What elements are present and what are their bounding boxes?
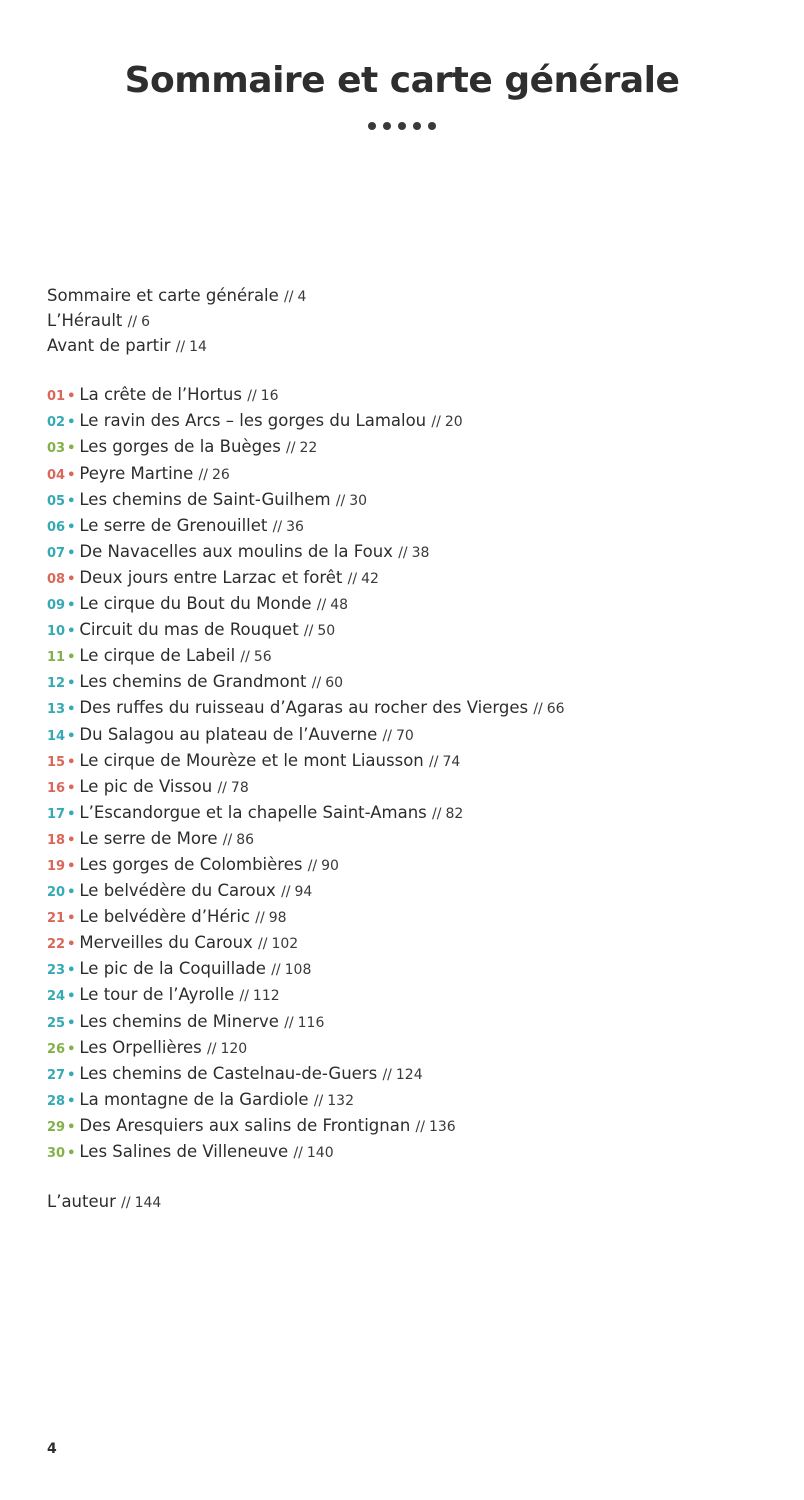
toc-page-ref (382, 1067, 422, 1083)
toc-page-number: 30 (349, 492, 368, 509)
toc-hike-entry[interactable] (47, 540, 787, 566)
toc-hike-entry[interactable] (47, 644, 787, 670)
toc-hike-entry[interactable] (47, 435, 787, 461)
hike-number (47, 494, 75, 509)
ornament-dot (413, 122, 421, 130)
toc-page-number: 86 (236, 831, 255, 848)
toc-separator: // (217, 779, 227, 796)
toc-hike-list (47, 383, 787, 1166)
toc-page-ref (416, 1119, 456, 1135)
toc-hike-entry[interactable] (47, 670, 787, 696)
hike-number-text: 03 (47, 441, 66, 457)
bullet-icon: • (67, 1041, 76, 1057)
toc-page-number: 22 (299, 440, 318, 457)
hike-title: Le ravin des Arcs – les gorges du Lamalou (79, 411, 427, 431)
hike-number (47, 1042, 75, 1057)
toc-separator: // (382, 1066, 392, 1083)
hike-number-text: 07 (47, 545, 66, 561)
hike-number (47, 885, 75, 900)
toc-page-ref (304, 623, 335, 639)
hike-number (47, 781, 75, 796)
toc-page-number: 56 (253, 649, 272, 666)
hike-number-text: 17 (47, 806, 66, 822)
toc-page-ref (281, 884, 312, 900)
toc-hike-entry[interactable] (47, 1062, 787, 1088)
hike-number-text: 27 (47, 1067, 66, 1083)
toc-page-ref (284, 1015, 324, 1031)
bullet-icon: • (67, 415, 76, 431)
hike-number-text: 26 (47, 1041, 66, 1057)
toc-separator: // (307, 857, 318, 874)
hike-number-text: 10 (47, 624, 66, 640)
toc-hike-entry[interactable] (47, 957, 787, 983)
hike-number-text: 12 (47, 676, 66, 692)
hike-title: Les chemins de Castelnau-de-Guers (79, 1063, 378, 1083)
toc-page-ref (207, 1041, 247, 1057)
toc-page-number: 20 (444, 414, 463, 431)
hike-number-text: 19 (47, 858, 66, 874)
toc-separator: // (175, 339, 186, 356)
toc-page-number: 4 (297, 289, 307, 305)
hike-title: La crête de l’Hortus (79, 385, 242, 405)
toc-separator: // (429, 753, 439, 770)
toc-separator: // (271, 962, 281, 979)
toc-page-number: 78 (230, 779, 249, 796)
toc-hike-entry[interactable] (47, 723, 787, 749)
toc-page-ref (176, 339, 207, 355)
toc-page-ref (293, 1145, 333, 1161)
hike-title: De Navacelles aux moulins de la Foux (79, 541, 393, 561)
bullet-icon: • (67, 571, 76, 587)
hike-title: Le cirque du Bout du Monde (79, 594, 312, 614)
hike-title: Le pic de la Coquillade (79, 959, 266, 979)
hike-number (47, 911, 75, 926)
bullet-icon: • (67, 832, 76, 848)
toc-page-ref (429, 754, 460, 770)
hike-number (47, 650, 75, 665)
ornament-dot (398, 122, 406, 130)
hike-number-text: 05 (47, 493, 66, 509)
ornament-dot (428, 122, 436, 130)
toc-separator: // (311, 675, 322, 692)
bullet-icon: • (67, 885, 76, 901)
hike-title: Les Salines de Villeneuve (79, 1142, 289, 1161)
hike-title: Le serre de Grenouillet (79, 515, 268, 535)
toc-hike-entry[interactable] (47, 827, 787, 853)
hike-number (47, 807, 75, 822)
toc-separator: // (258, 936, 268, 953)
toc-outro-list (47, 1190, 787, 1215)
toc-separator: // (127, 314, 138, 331)
hike-number (47, 989, 75, 1004)
bullet-icon: • (67, 1146, 76, 1161)
toc-page-ref (533, 701, 564, 717)
toc-separator: // (335, 492, 346, 509)
hike-number (47, 1094, 75, 1109)
toc-page-number: 26 (211, 466, 230, 483)
toc-separator: // (284, 1014, 294, 1031)
toc-separator: // (247, 388, 257, 405)
toc-hike-entry[interactable] (47, 462, 787, 488)
hike-number-text: 15 (47, 754, 66, 770)
hike-number-text: 14 (47, 728, 66, 744)
toc-separator: // (207, 1040, 217, 1057)
toc-page-ref (258, 936, 298, 952)
bullet-icon: • (67, 858, 76, 874)
toc-page-number: 98 (268, 910, 287, 927)
hike-title: Le tour de l’Ayrolle (79, 985, 235, 1005)
bullet-icon: • (67, 728, 76, 744)
hike-title: Les Orpellières (79, 1037, 202, 1057)
toc-separator: // (533, 701, 543, 718)
bullet-icon: • (67, 754, 76, 770)
toc-separator: // (382, 727, 392, 744)
hike-title: Le serre de More (79, 828, 218, 848)
toc-entry[interactable] (47, 309, 787, 334)
toc-entry-label: L’auteur (47, 1192, 116, 1212)
bullet-icon: • (67, 624, 76, 640)
hike-title: Les chemins de Grandmont (79, 672, 307, 692)
hike-title: Le cirque de Mourèze et le mont Liausson (79, 750, 424, 770)
toc-separator: // (281, 884, 291, 901)
toc-page-ref (312, 675, 343, 691)
bullet-icon: • (67, 545, 76, 561)
toc-page-ref (247, 388, 278, 404)
hike-title: Le cirque de Labeil (79, 646, 236, 666)
hike-number (47, 598, 75, 613)
hike-number-text: 01 (47, 389, 66, 405)
hike-title: Merveilles du Caroux (79, 933, 253, 953)
hike-number-text: 20 (47, 885, 66, 901)
hike-title: Deux jours entre Larzac et forêt (79, 567, 343, 587)
table-of-contents (47, 284, 787, 1215)
hike-number (47, 572, 75, 587)
toc-page-number: 120 (220, 1040, 248, 1057)
hike-number-text: 18 (47, 832, 66, 848)
toc-separator: // (284, 289, 294, 305)
toc-separator: // (286, 440, 296, 457)
toc-page-number: 90 (321, 857, 339, 874)
hike-title: Les chemins de Minerve (79, 1011, 279, 1031)
toc-page-ref (223, 832, 254, 848)
toc-page-number: 42 (361, 570, 379, 587)
toc-hike-entry[interactable] (47, 566, 787, 592)
toc-page-number: 116 (297, 1014, 325, 1031)
toc-page-number: 14 (189, 339, 207, 356)
bullet-icon: • (67, 937, 76, 953)
toc-hike-entry[interactable] (47, 1036, 787, 1062)
hike-title: Des Aresquiers aux salins de Frontignan (79, 1115, 411, 1135)
hike-number-text: 04 (47, 467, 66, 483)
toc-page-number: 38 (411, 544, 430, 561)
toc-page-number: 6 (141, 314, 151, 331)
hike-number (47, 1120, 75, 1135)
toc-page-ref (271, 962, 311, 978)
hike-number (47, 441, 75, 456)
toc-hike-entry[interactable] (47, 775, 787, 801)
toc-page-number: 66 (546, 701, 565, 718)
toc-intro-list (47, 284, 787, 359)
toc-hike-entry[interactable] (47, 931, 787, 957)
toc-page-number: 132 (327, 1092, 354, 1109)
toc-separator: // (415, 1118, 425, 1135)
bullet-icon: • (67, 676, 76, 692)
toc-hike-entry[interactable] (47, 592, 787, 618)
toc-page-ref (317, 597, 348, 613)
toc-page-ref (128, 314, 150, 330)
hike-number-text: 22 (47, 937, 66, 953)
hike-title: Peyre Martine (79, 463, 194, 483)
toc-hike-entry[interactable] (47, 1114, 787, 1140)
bullet-icon: • (67, 780, 76, 796)
toc-page-number: 70 (395, 727, 414, 744)
bullet-icon: • (67, 650, 76, 666)
hike-number-text: 28 (47, 1093, 66, 1109)
toc-separator: // (198, 466, 208, 483)
toc-entry-label: Avant de partir (47, 336, 171, 356)
hike-number-text: 23 (47, 963, 66, 979)
hike-title: L’Escandorgue et la chapelle Saint-Amans (79, 802, 427, 822)
toc-hike-entry[interactable] (47, 1010, 787, 1036)
toc-hike-entry[interactable] (47, 696, 787, 722)
bullet-icon: • (67, 1093, 76, 1109)
bullet-icon: • (67, 1119, 76, 1135)
toc-page-ref (239, 988, 279, 1004)
hike-number-text: 25 (47, 1015, 66, 1031)
title-ornament-dots (0, 122, 804, 130)
toc-entry-label: L’Hérault (47, 311, 123, 331)
toc-gap (47, 359, 787, 383)
toc-page-ref (240, 649, 271, 665)
toc-hike-entry[interactable] (47, 1088, 787, 1114)
bullet-icon: • (67, 806, 76, 822)
page-number: 4 (47, 1441, 57, 1457)
hike-number-text: 29 (47, 1119, 66, 1135)
toc-page-ref (336, 493, 367, 509)
toc-separator: // (313, 1092, 324, 1109)
hike-number (47, 520, 75, 535)
hike-title: Des ruffes du ruisseau d’Agaras au rocher des Vierges (79, 698, 529, 718)
toc-page-number: 144 (134, 1195, 162, 1212)
toc-page-ref (431, 414, 462, 430)
toc-page-number: 82 (445, 805, 464, 822)
hike-number-text: 11 (47, 650, 66, 666)
hike-number (47, 963, 75, 978)
toc-entry[interactable] (47, 1190, 787, 1215)
toc-page-number: 48 (330, 597, 349, 614)
bullet-icon: • (67, 911, 76, 927)
hike-title: Du Salagou au plateau de l’Auverne (79, 724, 378, 744)
toc-page-ref (348, 571, 379, 587)
toc-hike-entry[interactable] (47, 905, 787, 931)
page-title: Sommaire et carte générale (124, 60, 680, 101)
hike-number-text: 30 (47, 1146, 66, 1161)
hike-number-text: 21 (47, 911, 66, 927)
toc-entry[interactable] (47, 334, 787, 359)
toc-page-ref (314, 1093, 354, 1109)
hike-number (47, 755, 75, 770)
bullet-icon: • (67, 1067, 76, 1083)
hike-number-text: 09 (47, 598, 66, 614)
toc-separator: // (303, 623, 314, 640)
toc-entry-label: Sommaire et carte générale (47, 286, 279, 305)
hike-number (47, 1068, 75, 1083)
toc-separator: // (272, 518, 283, 535)
toc-separator: // (316, 597, 327, 614)
toc-separator: // (239, 988, 249, 1005)
toc-page-ref (273, 519, 304, 535)
bullet-icon: • (67, 467, 76, 483)
hike-title: Le belvédère d’Héric (79, 907, 250, 927)
toc-page-ref (255, 910, 286, 926)
hike-number (47, 702, 75, 717)
toc-separator: // (222, 831, 233, 848)
toc-separator: // (432, 805, 442, 822)
toc-page-number: 16 (260, 388, 279, 405)
hike-title: Les gorges de Colombières (79, 854, 303, 874)
toc-gap (47, 1166, 787, 1190)
toc-hike-entry[interactable] (47, 488, 787, 514)
hike-number-text: 02 (47, 415, 66, 431)
toc-page-number: 74 (442, 753, 461, 770)
toc-page-number: 60 (325, 675, 344, 692)
toc-page-ref (308, 858, 339, 874)
toc-page-ref (284, 289, 306, 305)
toc-page-number: 102 (271, 936, 299, 953)
toc-page-ref (398, 545, 429, 561)
bullet-icon: • (67, 598, 76, 614)
toc-page-ref (217, 780, 248, 796)
hike-title: Le belvédère du Caroux (79, 881, 276, 901)
toc-hike-entry[interactable] (47, 409, 787, 435)
toc-hike-entry[interactable] (47, 983, 787, 1009)
toc-page-number: 140 (306, 1145, 334, 1161)
toc-hike-entry[interactable] (47, 618, 787, 644)
toc-hike-entry[interactable] (47, 514, 787, 540)
toc-page-number: 136 (428, 1118, 456, 1135)
ornament-dot (383, 122, 391, 130)
toc-page-ref (432, 806, 463, 822)
hike-number (47, 833, 75, 848)
hike-title: Le pic de Vissou (79, 776, 213, 796)
toc-separator: // (121, 1195, 131, 1212)
toc-page-number: 94 (294, 884, 313, 901)
hike-number-text: 06 (47, 519, 66, 535)
hike-number (47, 1146, 75, 1161)
toc-page-number: 112 (252, 988, 280, 1005)
toc-hike-entry[interactable] (47, 1140, 787, 1166)
toc-page-ref (199, 467, 230, 483)
hike-number-text: 13 (47, 702, 66, 718)
hike-number (47, 389, 75, 404)
toc-separator: // (255, 910, 265, 927)
hike-number (47, 415, 75, 430)
toc-page-number: 108 (284, 962, 312, 979)
bullet-icon: • (67, 963, 76, 979)
hike-number (47, 676, 75, 691)
toc-separator: // (431, 414, 441, 431)
ornament-dot (368, 122, 376, 130)
bullet-icon: • (67, 1015, 76, 1031)
hike-title: La montagne de la Gardiole (79, 1089, 309, 1109)
toc-page-number: 124 (395, 1066, 423, 1083)
hike-number (47, 729, 75, 744)
hike-number (47, 1016, 75, 1031)
hike-number (47, 624, 75, 639)
hike-number (47, 546, 75, 561)
toc-page-ref (121, 1195, 161, 1211)
bullet-icon: • (67, 389, 76, 405)
bullet-icon: • (67, 989, 76, 1005)
toc-page-number: 50 (317, 623, 336, 640)
toc-hike-entry[interactable] (47, 383, 787, 409)
hike-number-text: 16 (47, 780, 66, 796)
hike-title: Les chemins de Saint-Guilhem (79, 489, 331, 509)
toc-hike-entry[interactable] (47, 853, 787, 879)
toc-page-number: 36 (286, 518, 304, 535)
toc-separator: // (240, 649, 250, 666)
toc-hike-entry[interactable] (47, 801, 787, 827)
toc-separator: // (398, 544, 408, 561)
toc-hike-entry[interactable] (47, 749, 787, 775)
hike-number-text: 24 (47, 989, 66, 1005)
hike-title: Les gorges de la Buèges (79, 437, 281, 457)
toc-page-ref (383, 728, 414, 744)
bullet-icon: • (67, 493, 76, 509)
toc-separator: // (347, 570, 358, 587)
toc-hike-entry[interactable] (47, 879, 787, 905)
hike-number (47, 859, 75, 874)
toc-page-ref (286, 440, 317, 456)
bullet-icon: • (67, 519, 76, 535)
hike-number (47, 937, 75, 952)
hike-number-text: 08 (47, 571, 66, 587)
toc-entry[interactable] (47, 284, 787, 309)
hike-title: Circuit du mas de Rouquet (79, 620, 299, 640)
bullet-icon: • (67, 441, 76, 457)
hike-number (47, 468, 75, 483)
toc-separator: // (293, 1145, 303, 1161)
bullet-icon: • (67, 702, 76, 718)
